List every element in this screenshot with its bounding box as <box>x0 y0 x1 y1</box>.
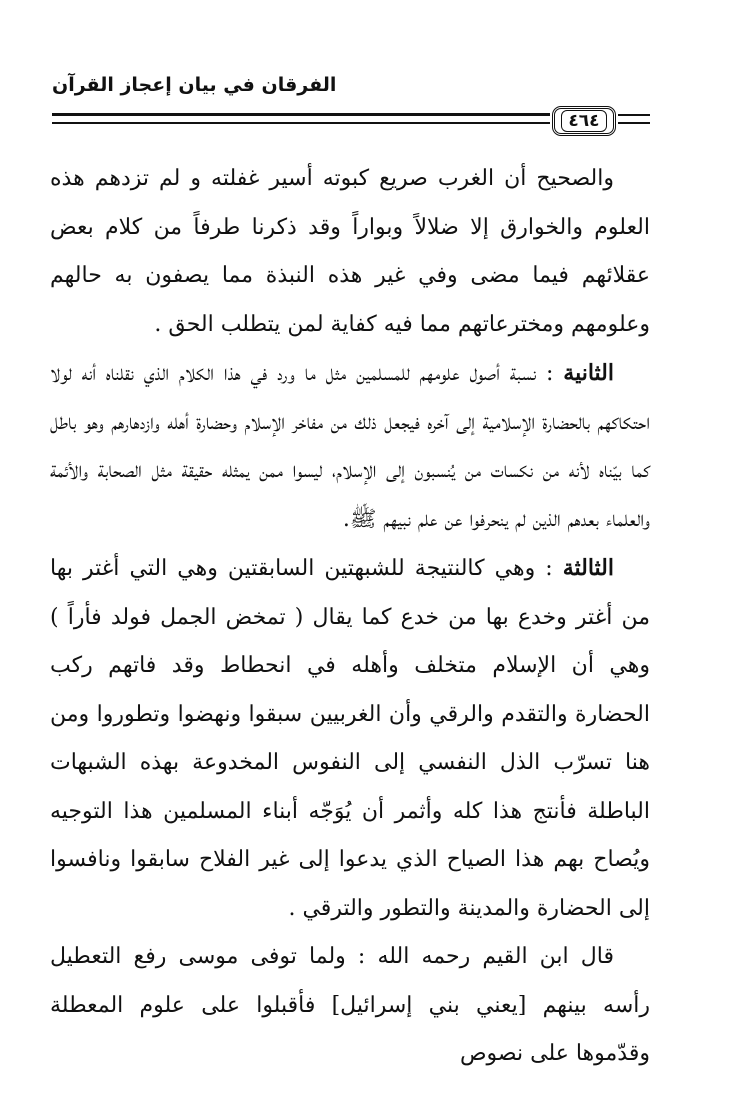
running-title: الفرقان في بيان إعجاز القرآن <box>52 74 337 96</box>
paragraph-1 <box>50 155 650 349</box>
page-number-frame <box>552 106 616 136</box>
paragraph-2-text: : نسبة أصول علومهم للمسلمين مثل ما ورد في هذا الكلام الذي نقلناه أنه لولا احتكاكهم بالحضارة الإسلامية إلى آخره فيجعل ذلك من مفاخر الإسلام وحضارة أهله وازدهارهم وهو باطل كما بيّناه لأنه من نكسات من يُنسبون إلى الإسلام، ليسوا ممن يمثله حقيقة مثل الصحابة والأئمة والعلماء بعدهم الذين لم ينحرفوا عن علم نبيهم ﷺ. <box>50 361 650 532</box>
paragraph-1-text: والصحيح أن الغرب صريع كبوته أسير غفلته و لم تزدهم هذه العلوم والخوارق إلا ضلالاً وبواراً وقد ذكرنا طرفاً من كلام بعض عقلائهم فيما مضى وفي غير هذه النبذة مما يصفون به حالهم وعلومهم ومخترعاتهم مما فيه كفاية لمن يتطلب الحق . <box>50 166 650 337</box>
paragraph-2 <box>50 349 650 544</box>
paragraph-3-text: : وهي كالنتيجة للشبهتين السابقتين وهي التي أغتر بها من أغتر وخدع بها من خدع كما يقال ( تمخض الجمل فولد فأراً ) وهي أن الإسلام متخلف وأهله في انحطاط وقد فاتهم ركب الحضارة والتقدم والرقي وأن الغربيين سبقوا ونهضوا وتطوروا ومن هنا تسرّب الذل النفسي إلى النفوس المخدوعة بهذه الشبهات الباطلة فأنتج هذا كله وأثمر أن يُوَجّه أبناء المسلمين هذا التوجيه ويُصاح بهم هذا الصياح الذي يدعوا إلى غير الفلاح سابقوا ونافسوا إلى الحضارة والمدينة والتطور والترقي . <box>50 556 650 921</box>
header-rule-thick-line <box>52 113 550 116</box>
header-rule-tail <box>618 114 650 126</box>
paragraph-3-lead: الثالثة <box>562 555 614 581</box>
page-number: ٤٦٤ <box>561 110 606 132</box>
paragraph-4-text: قال ابن القيم رحمه الله : ولما توفى موسى رفع التعطيل رأسه بينهم [يعني بني إسرائيل] فأقبلوا على علوم المعطلة وقدّموها على نصوص <box>50 944 650 1066</box>
header-rule-thin-line <box>52 122 550 124</box>
paragraph-4 <box>50 933 650 1079</box>
header-rule <box>52 110 550 130</box>
header-rule-tail-bottom-line <box>618 122 650 124</box>
paragraph-2-lead: الثانية <box>563 360 614 386</box>
header-rule-tail-top-line <box>618 114 650 116</box>
main-text <box>50 155 650 1079</box>
paragraph-3 <box>50 544 650 933</box>
